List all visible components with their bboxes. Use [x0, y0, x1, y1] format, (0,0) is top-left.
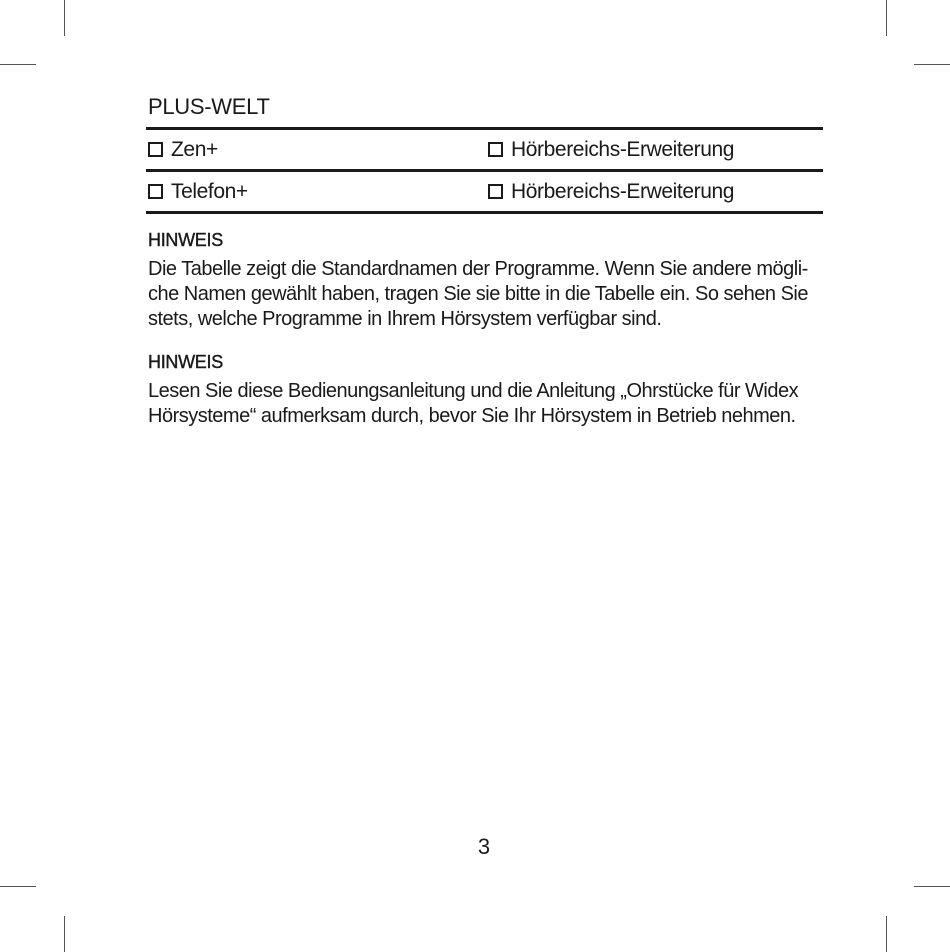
program-name: Hörbereichs-Erweiterung — [511, 137, 735, 161]
note-block — [148, 230, 828, 332]
checkbox-icon[interactable] — [488, 142, 503, 157]
checkbox-icon[interactable] — [488, 184, 503, 199]
note-line: Lesen Sie diese Bedienungsanleitung und die Anleitung „Ohrstücke für Widex — [148, 380, 799, 402]
crop-mark — [886, 0, 887, 36]
table-cell — [146, 180, 488, 204]
page-title: PLUS-WELT — [148, 94, 270, 119]
program-table — [146, 127, 823, 214]
table-cell — [488, 180, 823, 204]
crop-mark — [0, 64, 36, 65]
program-name: Hörbereichs-Erweiterung — [511, 179, 735, 203]
note-line: Hörsysteme“ aufmerksam durch, bevor Sie Ihr Hörsystem in Betrieb nehmen. — [148, 405, 796, 427]
note-title: HINWEIS — [148, 352, 223, 372]
program-name: Telefon+ — [171, 179, 248, 203]
checkbox-icon[interactable] — [148, 184, 163, 199]
crop-mark — [914, 64, 950, 65]
note-line: Die Tabelle zeigt die Standardnamen der Programme. Wenn Sie andere mögli- — [148, 258, 808, 280]
crop-mark — [886, 916, 887, 952]
crop-mark — [64, 916, 65, 952]
checkbox-icon[interactable] — [148, 142, 163, 157]
note-block — [148, 352, 828, 429]
crop-mark — [914, 886, 950, 887]
table-cell — [146, 138, 488, 162]
note-line: stets, welche Programme in Ihrem Hörsystem verfügbar sind. — [148, 308, 662, 330]
table-cell — [488, 138, 823, 162]
table-row — [146, 172, 823, 214]
note-line: che Namen gewählt haben, tragen Sie sie bitte in die Tabelle ein. So sehen Sie — [148, 283, 808, 305]
note-title: HINWEIS — [148, 230, 223, 250]
crop-mark — [64, 0, 65, 36]
crop-mark — [0, 886, 36, 887]
table-row — [146, 130, 823, 172]
page-number: 3 — [477, 834, 491, 859]
program-name: Zen+ — [171, 137, 218, 161]
